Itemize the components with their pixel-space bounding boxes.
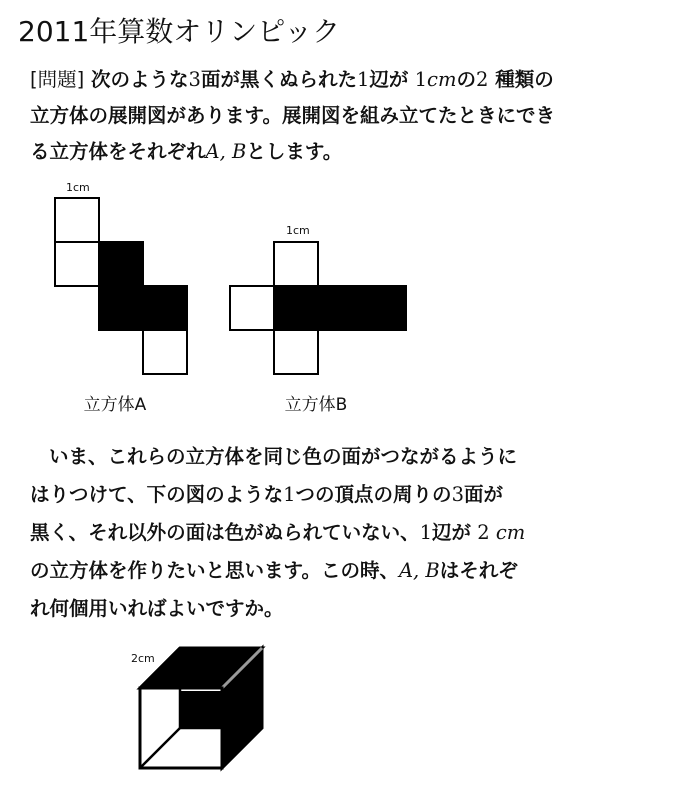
text: る立方体をそれぞれ xyxy=(30,140,206,163)
text: の xyxy=(456,68,476,91)
unit: cm xyxy=(495,521,526,544)
text: とします。 xyxy=(246,140,343,163)
net-b-face xyxy=(274,242,318,286)
number: 1 xyxy=(414,68,428,91)
text: 黒く、それ以外の面は色がぬられていない、 xyxy=(30,521,420,544)
text: はそれぞ xyxy=(439,559,518,582)
text: 次のような xyxy=(91,68,189,91)
problem-tag: [問題] xyxy=(30,68,85,91)
number: 2 xyxy=(475,68,489,91)
text: 面が黒くぬられた xyxy=(200,68,357,91)
variables: A, B xyxy=(205,140,247,163)
net-a-face xyxy=(143,330,187,374)
para2-line-1: いま、これらの立方体を同じ色の面がつながるように xyxy=(49,445,518,468)
para2-line-3 xyxy=(30,514,650,552)
net-a-face xyxy=(55,242,99,286)
text: 辺が xyxy=(432,521,472,544)
number: 1 xyxy=(356,68,370,91)
net-b-face xyxy=(274,330,318,374)
net-a-size-label: 1cm xyxy=(66,181,90,194)
net-b-size-label: 1cm xyxy=(286,224,310,237)
net-a-face xyxy=(55,198,99,242)
para2-line-2 xyxy=(30,476,650,514)
text: はりつけて、下の図のような xyxy=(30,483,284,506)
number: 3 xyxy=(188,68,201,91)
text: 種類の xyxy=(495,68,554,91)
big-cube-size-label: 2cm xyxy=(131,652,155,665)
problem-line-2: 立方体の展開図があります。展開図を組み立てたときにでき xyxy=(30,104,555,127)
net-b-face xyxy=(230,286,274,330)
page-title: 2011年算数オリンピック xyxy=(18,15,341,48)
net-b-caption: 立方体B xyxy=(284,395,348,415)
number: 2 xyxy=(477,521,490,544)
net-b-face-black xyxy=(274,286,318,330)
text: 辺が xyxy=(369,68,409,91)
net-a-face-black xyxy=(99,242,143,286)
net-b-face-black xyxy=(318,286,362,330)
big-cube-diagram xyxy=(131,648,262,768)
text: つの頂点の周りの xyxy=(295,483,452,506)
number: 3 xyxy=(451,483,464,506)
net-b-face-black xyxy=(362,286,406,330)
net-a-face-black xyxy=(99,286,143,330)
variables: A, B xyxy=(398,559,440,582)
para2-line-4 xyxy=(30,552,650,590)
para2-line-5: れ何個用いればよいですか。 xyxy=(30,597,284,620)
cube-inner-corner-black xyxy=(180,691,222,729)
text: 面が xyxy=(463,483,503,506)
net-a-caption: 立方体A xyxy=(83,395,147,415)
number: 1 xyxy=(419,521,433,544)
net-b-diagram xyxy=(230,224,406,415)
unit: cm xyxy=(427,68,457,91)
net-a-face-black xyxy=(143,286,187,330)
problem-paragraph-2 xyxy=(30,438,650,628)
net-a-diagram xyxy=(55,181,187,415)
number: 1 xyxy=(283,483,296,506)
text: の立方体を作りたいと思います。この時、 xyxy=(30,559,399,582)
